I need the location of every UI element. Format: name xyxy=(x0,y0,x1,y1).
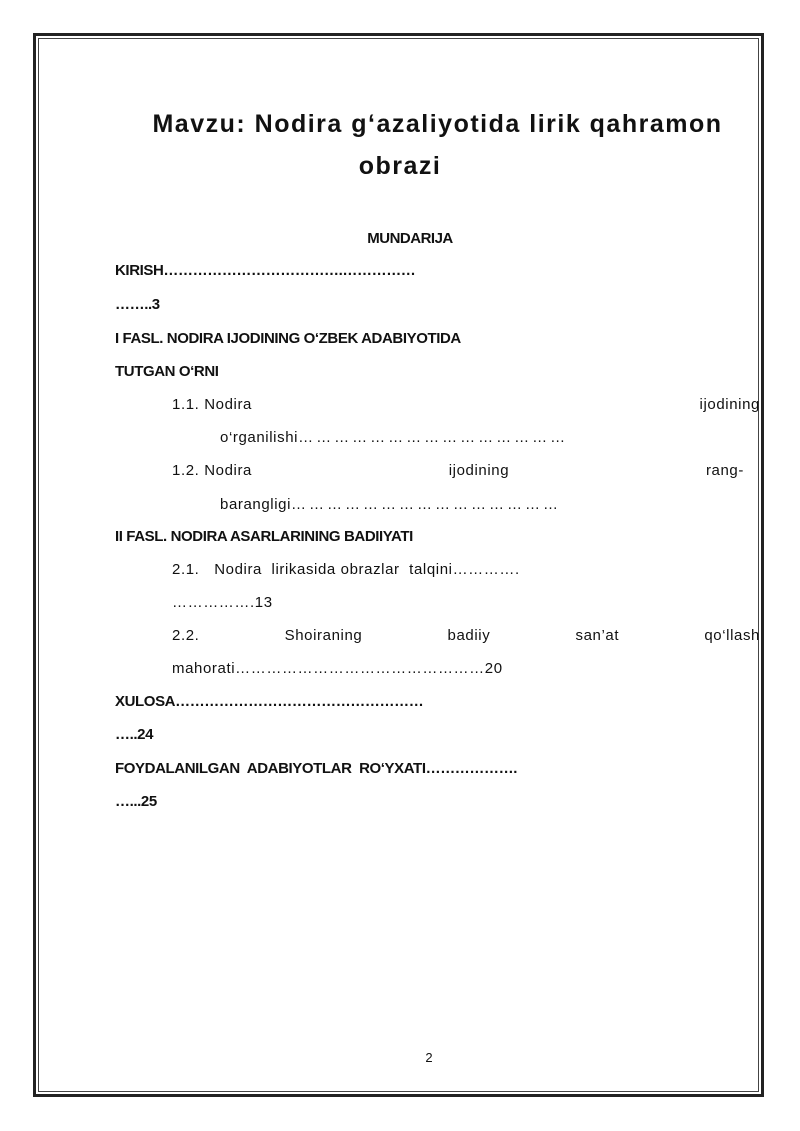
toc-section-2-1-page: …………….13 xyxy=(172,594,273,611)
toc-entry-xulosa: XULOSA…………………………………………… xyxy=(115,693,424,710)
toc-chapter-1-line2: TUTGAN O‘RNI xyxy=(115,363,219,380)
toc-entry-kirish: KIRISH……………………………….…………… xyxy=(115,262,416,279)
document-title-line1: Mavzu: Nodira g‘azaliyotida lirik qahramon xyxy=(152,110,723,138)
toc-chapter-2-line1: II FASL. NODIRA ASARLARINING BADIIYATI xyxy=(115,528,413,545)
toc-chapter-1-line1: I FASL. NODIRA IJODINING O‘ZBEK ADABIYOTIDA xyxy=(115,330,461,347)
toc-section-1-1-number: 1.1. xyxy=(172,396,200,413)
toc-heading: MUNDARIJA xyxy=(367,230,453,247)
toc-section-1-1-dots: ……………………………………… xyxy=(298,429,569,446)
toc-section-2-2-line2: mahorati…………………………………………20 xyxy=(172,660,503,677)
toc-section-2-1-title: Nodira lirikasida obrazlar talqini…………. xyxy=(214,561,520,578)
toc-section-1-2-line2 xyxy=(220,496,800,513)
toc-entry-adabiyotlar-page: …...25 xyxy=(115,793,157,810)
toc-section-1-1-line2 xyxy=(220,429,800,446)
toc-section-1-1-word2: ijodining xyxy=(699,396,760,413)
toc-section-2-2-number: 2.2. xyxy=(172,627,200,644)
toc-section-2-2-word2: badiiy xyxy=(447,627,491,644)
toc-section-1-2-dots: ……………………………………… xyxy=(291,496,562,513)
toc-entry-kirish-page: ……..3 xyxy=(115,296,160,313)
toc-section-2-2 xyxy=(172,627,760,644)
toc-entry-adabiyotlar: FOYDALANILGAN ADABIYOTLAR RO‘YXATI………………. xyxy=(115,760,517,777)
toc-section-1-1-title-end: o‘rganilishi xyxy=(220,429,299,446)
toc-entry-xulosa-page: …..24 xyxy=(115,726,154,743)
toc-section-1-2-title-end: barangligi xyxy=(220,496,292,513)
toc-section-2-1-number: 2.1. xyxy=(172,561,200,578)
toc-section-1-2 xyxy=(172,462,744,479)
toc-section-2-1 xyxy=(172,561,520,578)
toc-section-1-1 xyxy=(172,396,760,413)
toc-section-1-2-word2: ijodining xyxy=(448,462,510,479)
toc-section-1-2-word1: Nodira xyxy=(204,462,252,479)
toc-section-1-2-word3: rang- xyxy=(705,462,744,479)
toc-section-2-2-word1: Shoiraning xyxy=(284,627,363,644)
page-number: 2 xyxy=(425,1050,433,1065)
toc-section-2-2-word3: san’at xyxy=(575,627,620,644)
toc-section-2-2-word4: qo‘llash xyxy=(704,627,760,644)
toc-section-1-1-word1: Nodira xyxy=(204,396,252,413)
document-title-line2: obrazi xyxy=(358,152,442,180)
toc-section-1-2-number: 1.2. xyxy=(172,462,200,479)
